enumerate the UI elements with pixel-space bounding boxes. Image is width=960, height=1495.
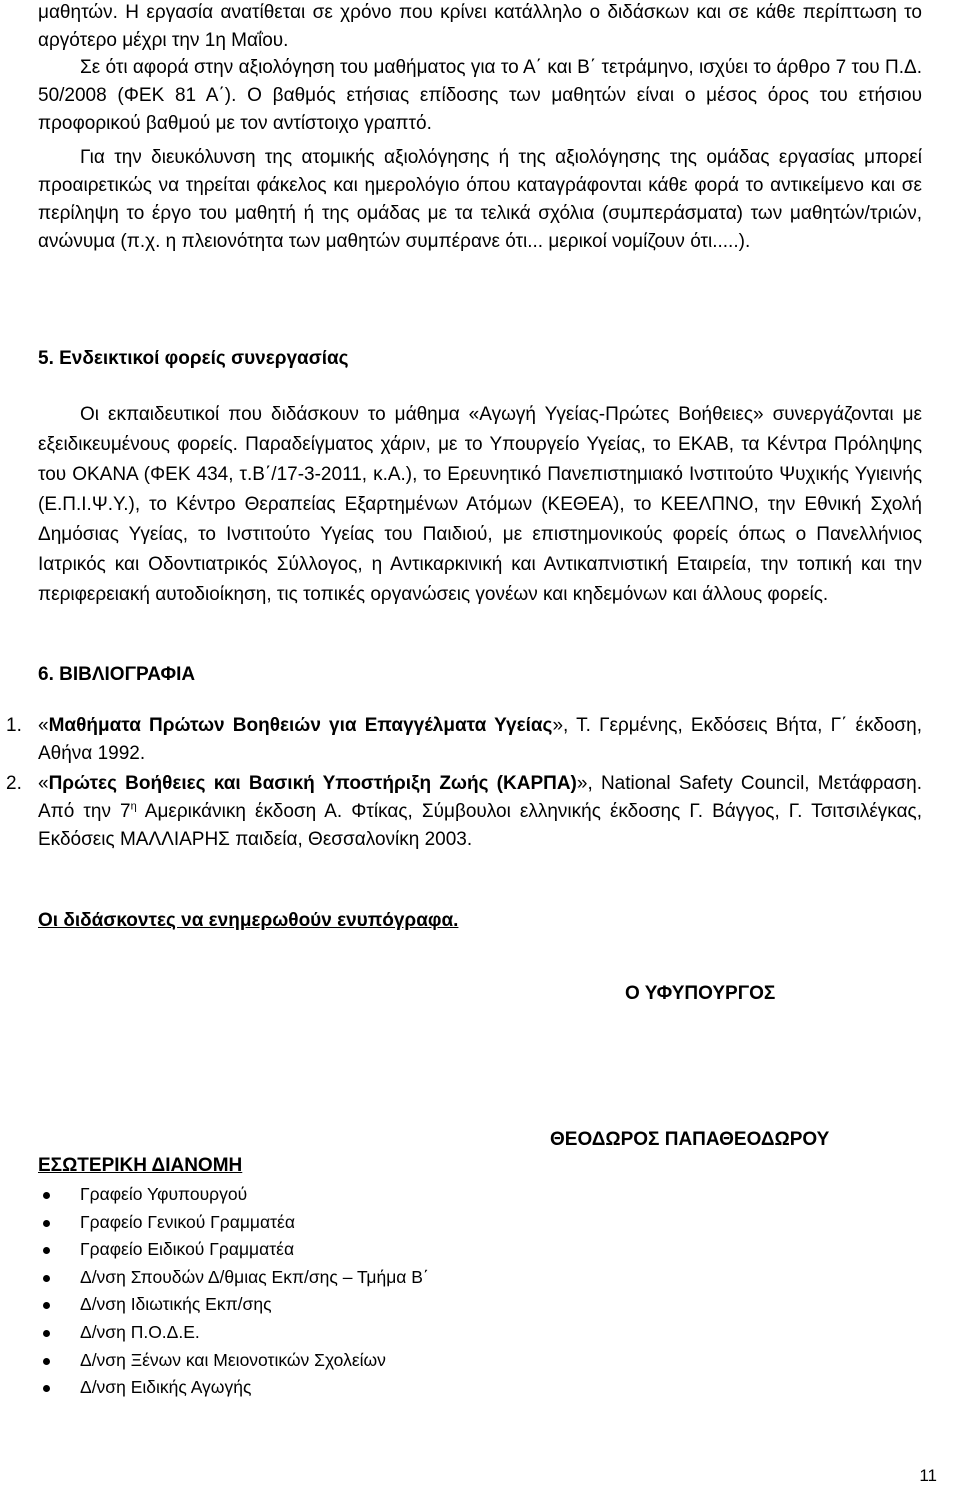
distribution-title: ΕΣΩΤΕΡΙΚΗ ΔΙΑΝΟΜΗ [38, 1155, 243, 1176]
paragraph-continuation: μαθητών. Η εργασία ανατίθεται σε χρόνο που κρίνει κατάλληλο ο διδάσκων και σε κάθε περίπτωση το αργότερο μέχρι την 1η Μαΐου. [38, 2, 922, 51]
signer-title: Ο ΥΦΥΠΟΥΡΓΟΣ [625, 983, 776, 1004]
section-5-heading: 5. Ενδεικτικοί φορείς συνεργασίας [38, 348, 349, 369]
section-6-heading: 6. ΒΙΒΛΙΟΓΡΑΦΙΑ [38, 664, 196, 685]
bibliography-item [6, 770, 922, 854]
list-item: Γραφείο Ειδικού Γραμματέα [38, 1236, 429, 1264]
signer-name: ΘΕΟΔΩΡΟΣ ΠΑΠΑΘΕΟΔΩΡΟΥ [550, 1129, 830, 1150]
bullet-icon [43, 1330, 50, 1337]
bullet-icon [43, 1385, 50, 1392]
list-item: Δ/νση Π.Ο.Δ.Ε. [38, 1319, 429, 1347]
section-5-text: Οι εκπαιδευτικοί που διδάσκουν το μάθημα «Αγωγή Υγείας-Πρώτες Βοήθειες» συνεργάζονται με εξειδικευμένους φορείς. Παραδείγματος χάριν, με το Υπουργείο Υγείας, το ΕΚΑΒ, τα Κέντρα Πρόληψης του ΟΚΑΝΑ (ΦΕΚ 434, τ.Β΄/17-3-2011, κ.Α.), το Ερευνητικό Πανεπιστημιακό Ινστιτούτο Ψυχικής Υγιεινής (Ε.Π.Ι.Ψ.Υ.), το Κέντρο Θεραπείας Εξαρτημένων Ατόμων (ΚΕΘΕΑ), το ΚΕΕΛΠΝΟ, την Εθνική Σχολή Δημόσιας Υγείας, το Ινστιτούτο Υγείας του Παιδιού, με επιστημονικούς φορείς όπως ο Πανελλήνιος Ιατρικός και Οδοντιατρικός Σύλλογος, η Αντικαρκινική και Αντικαπνιστική Εταιρεία, την τοπική και την περιφερειακή αυτοδιοίκηση, τις τοπικές οργανώσεις γονέων και κηδεμόνων και άλλους φορείς. [38, 404, 922, 605]
bibliography-text: «Μαθήματα Πρώτων Βοηθειών για Επαγγέλματα Υγείας», Τ. Γερμένης, Εκδόσεις Βήτα, Γ΄ έκδοση, Αθήνα 1992. [38, 715, 922, 764]
bibliography-title: Πρώτες Βοήθειες και Βασική Υποστήριξη Ζωής (ΚΑΡΠΑ) [48, 773, 577, 794]
list-item: Δ/νση Ιδιωτικής Εκπ/σης [38, 1291, 429, 1319]
bibliography-item [6, 712, 922, 768]
bullet-icon [43, 1247, 50, 1254]
notice-text: Οι διδάσκοντες να ενημερωθούν ενυπόγραφα. [38, 910, 459, 931]
list-item: Δ/νση Ξένων και Μειονοτικών Σχολείων [38, 1347, 429, 1375]
bullet-icon [43, 1192, 50, 1199]
list-item: Γραφείο Γενικού Γραμματέα [38, 1209, 429, 1237]
bullet-icon [43, 1275, 50, 1282]
bibliography-number: 1. [6, 715, 22, 736]
paragraph-portfolio: Για την διευκόλυνση της ατομικής αξιολόγησης ή της αξιολόγησης της ομάδας εργασίας μπορεί προαιρετικώς να τηρείται φάκελος και ημερολόγιο όπου καταγράφονται κάθε φορά το αντικείμενο και σε περίληψη το έργο του μαθητή ή της ομάδας με τα τελικά σχόλια (συμπεράσματα) των μαθητών/τριών, ανώνυμα (π.χ. η πλειονότητα των μαθητών συμπέρανε ότι... μερικοί νομίζουν ότι.....). [38, 147, 922, 252]
bullet-icon [43, 1358, 50, 1365]
list-item: Δ/νση Ειδικής Αγωγής [38, 1374, 429, 1402]
distribution-list [38, 1181, 429, 1402]
bibliography-text: «Πρώτες Βοήθειες και Βασική Υποστήριξη Ζωής (ΚΑΡΠΑ)», National Safety Council, Μετάφραση. Από την $7^\eta$ Αμερικάνικη έκδοση Α. Φτίκας, Σύμβουλοι ελληνικής έκδοσης Γ. Βάγγος, Γ. Τσιτσιλέγκας, Εκδόσεις ΜΑΛΛΙΑΡΗΣ παιδεία, Θεσσαλονίκη 2003. [38, 773, 922, 850]
paragraph-assessment: Σε ότι αφορά στην αξιολόγηση του μαθήματος για το Α΄ και Β΄ τετράμηνο, ισχύει το άρθρο 7 του Π.Δ. 50/2008 (ΦΕΚ 81 Α΄). Ο βαθμός ετήσιας επίδοσης των μαθητών είναι ο μέσος όρος του ετήσιου προφορικού βαθμού με τον αντίστοιχο γραπτό. [38, 57, 922, 134]
page-number: 11 [919, 1466, 937, 1485]
bullet-icon [43, 1220, 50, 1227]
bibliography-title: Μαθήματα Πρώτων Βοηθειών για Επαγγέλματα Υγείας [48, 715, 553, 736]
bibliography-number: 2. [6, 773, 22, 794]
list-item: Γραφείο Υφυπουργού [38, 1181, 429, 1209]
bibliography-list [6, 712, 922, 854]
bullet-icon [43, 1302, 50, 1309]
list-item: Δ/νση Σπουδών Δ/θμιας Εκπ/σης – Τμήμα Β΄ [38, 1264, 429, 1292]
